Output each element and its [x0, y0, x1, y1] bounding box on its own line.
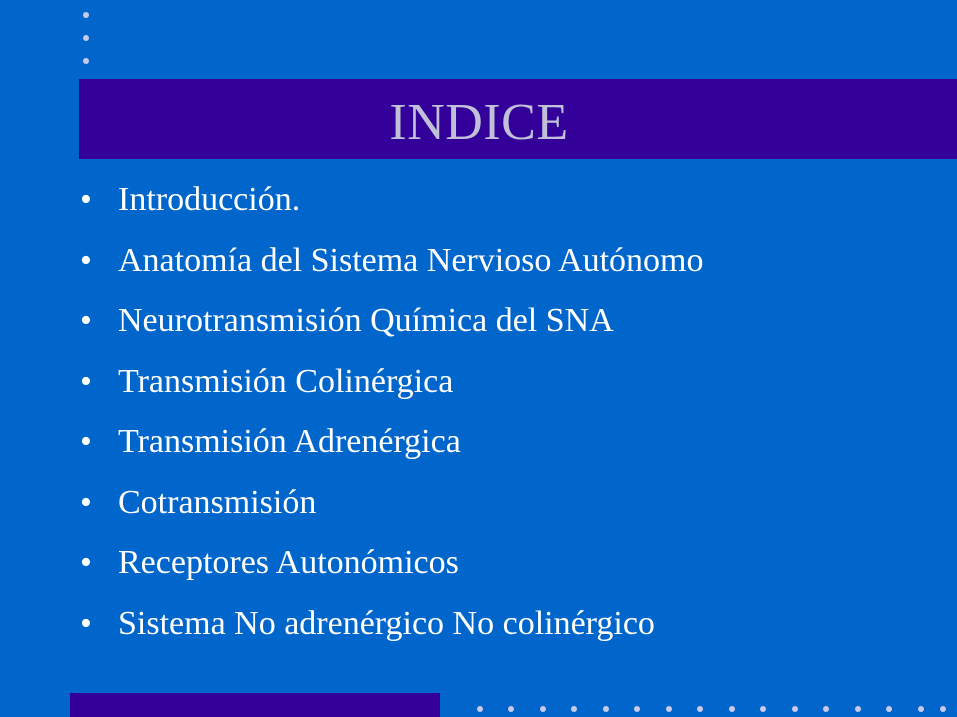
decorative-dot	[855, 706, 861, 712]
list-item	[80, 473, 940, 534]
bullet-icon: •	[80, 302, 92, 339]
list-item	[80, 352, 940, 413]
bullet-icon: •	[80, 241, 92, 279]
list-item-text: Neurotransmisión Química del SNA	[118, 302, 614, 339]
list-item-text: Introducción.	[118, 181, 301, 218]
list-item	[80, 291, 940, 352]
list-item-text: Transmisión Adrenérgica	[118, 423, 461, 460]
decorative-dot	[83, 12, 89, 18]
decorative-dot	[729, 706, 735, 712]
decorative-dot	[792, 706, 798, 712]
list-item-text: Transmisión Colinérgica	[118, 362, 454, 400]
bullet-list	[80, 170, 940, 654]
bullet-icon: •	[80, 362, 92, 400]
decorative-dot	[940, 706, 946, 712]
list-item	[80, 412, 940, 473]
list-item-text: Receptores Autonómicos	[118, 544, 459, 581]
bullet-icon: •	[80, 544, 92, 581]
decorative-dot	[540, 706, 546, 712]
decorative-dot	[603, 706, 609, 712]
decorative-dot	[760, 706, 766, 712]
list-item-text: Sistema No adrenérgico No colinérgico	[118, 604, 655, 642]
bullet-icon: •	[80, 423, 92, 460]
list-item	[80, 533, 940, 594]
decorative-dot	[477, 706, 483, 712]
bullet-icon: •	[80, 181, 92, 218]
decorative-dot	[886, 706, 892, 712]
decorative-dot	[508, 706, 514, 712]
decorative-dot	[697, 706, 703, 712]
decorative-dot	[823, 706, 829, 712]
decorative-dot	[918, 706, 924, 712]
bullet-icon: •	[80, 483, 92, 521]
list-item	[80, 170, 940, 231]
decorative-dot	[666, 706, 672, 712]
decorative-dot	[634, 706, 640, 712]
list-item-text: Cotransmisión	[118, 483, 317, 521]
list-item	[80, 231, 940, 292]
title-band	[79, 79, 957, 159]
slide-title: INDICE	[389, 94, 569, 151]
list-item-text: Anatomía del Sistema Nervioso Autónomo	[118, 241, 704, 279]
decorative-dot	[571, 706, 577, 712]
list-item	[80, 594, 940, 655]
bullet-icon: •	[80, 604, 92, 642]
decorative-dot	[83, 58, 89, 64]
footer-band	[70, 693, 440, 717]
decorative-dot	[83, 35, 89, 41]
